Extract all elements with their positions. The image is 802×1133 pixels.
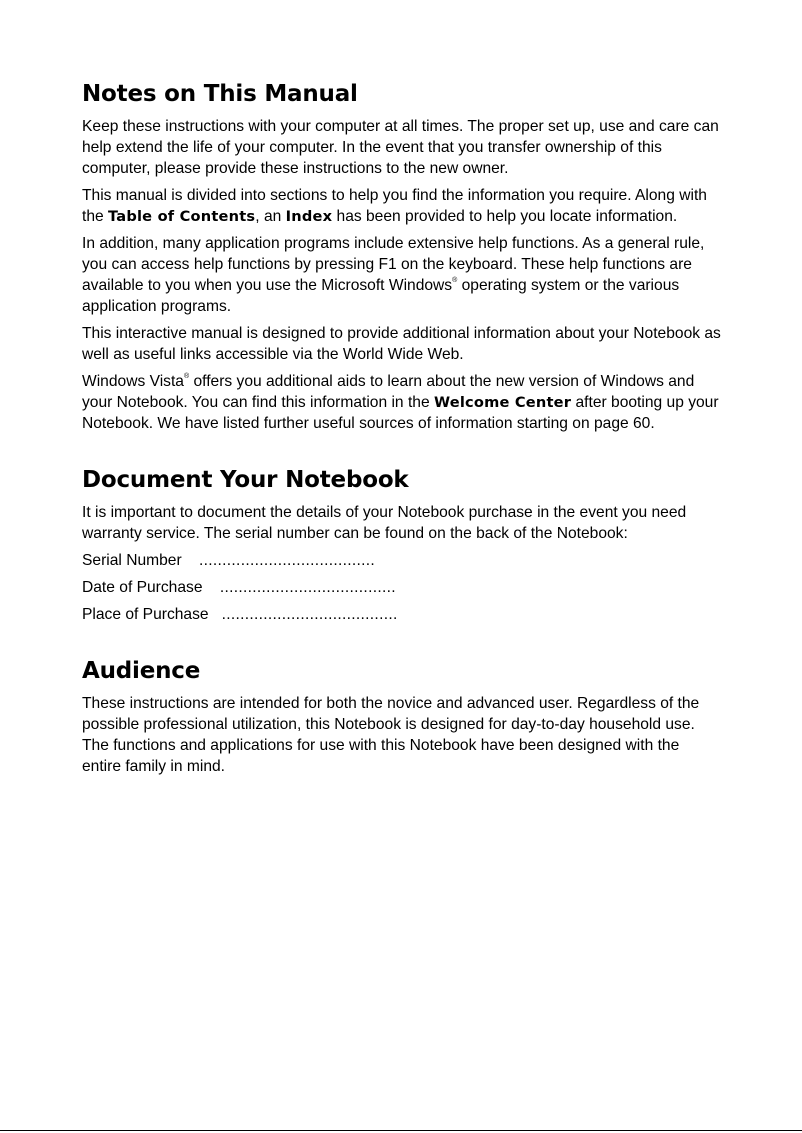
text-run: This manual is divided into sections to help you find the information you require. Along with the (82, 187, 707, 225)
notes-paragraph-keep-instructions: Keep these instructions with your computer at all times. The proper set up, use and care can help extend the life of your computer. In the event that you transfer ownership of this computer, please provide these instructions to the new owner. (82, 118, 719, 177)
welcome-center-keyword: Welcome Center (433, 394, 572, 411)
notes-paragraph-help-functions (82, 233, 722, 317)
field-label: Date of Purchase (82, 579, 220, 596)
text-run: Windows Vista (82, 373, 184, 390)
date-of-purchase-field (82, 577, 722, 598)
field-dots: ...................................... (199, 552, 376, 569)
text-run: offers you additional aids to learn about the new version of Windows and your Notebook. You can find this information in the (82, 373, 695, 411)
index-keyword: Index (285, 208, 333, 225)
manual-page (82, 78, 722, 783)
notes-heading: Notes on This Manual (82, 81, 358, 107)
document-paragraph: It is important to document the details of your Notebook purchase in the event you need warranty service. The serial number can be found on the back of the Notebook: (82, 504, 687, 542)
notes-paragraph-sections (82, 185, 722, 227)
field-label: Serial Number (82, 552, 199, 569)
text-run: , an (255, 208, 286, 225)
text-run: operating system or the various application programs. (82, 277, 680, 315)
place-of-purchase-field (82, 604, 722, 625)
notes-paragraph-interactive-manual: This interactive manual is designed to provide additional information about your Notebook as well as useful links accessible via the World Wide Web. (82, 325, 721, 363)
field-dots: ...................................... (221, 606, 398, 623)
text-run: after booting up your Notebook. We have listed further useful sources of information starting on page 60. (82, 394, 719, 432)
notes-paragraph-windows-vista (82, 371, 722, 434)
text-run: In addition, many application programs include extensive help functions. As a general rule, you can access help functions by pressing F1 on the keyboard. These help functions are available to you when you use the Microsoft Windows (82, 235, 705, 294)
registered-mark: ® (452, 277, 458, 284)
toc-keyword: Table of Contents (108, 208, 256, 225)
audience-paragraph: These instructions are intended for both the novice and advanced user. Regardless of the possible professional utilization, this Notebook is designed for day-to-day household use. The functions and applications for use with this Notebook have been designed with the entire family in mind. (82, 695, 700, 775)
document-heading: Document Your Notebook (82, 467, 409, 493)
audience-heading: Audience (82, 658, 201, 684)
registered-mark: ® (183, 373, 190, 380)
serial-number-field (82, 550, 722, 571)
field-dots: ...................................... (219, 579, 396, 596)
field-label: Place of Purchase (82, 606, 222, 623)
page-bottom-divider (0, 1130, 802, 1131)
text-run: has been provided to help you locate information. (332, 208, 678, 225)
